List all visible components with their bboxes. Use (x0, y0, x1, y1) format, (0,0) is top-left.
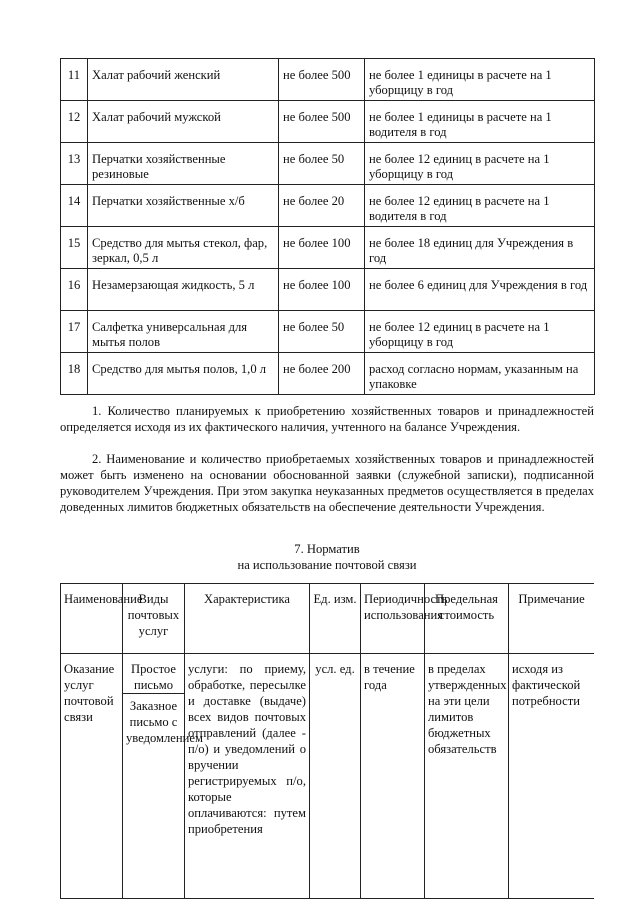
item-name: Средство для мытья стекол, фар, зеркал, 0,5 л (88, 227, 279, 269)
item-name: Халат рабочий женский (88, 59, 279, 101)
header-kinds: Виды почтовых услуг (123, 584, 185, 654)
table-row (61, 59, 595, 101)
table-row (61, 101, 595, 143)
item-name: Средство для мытья полов, 1,0 л (88, 353, 279, 395)
header-max-cost: Предельная стоимость (425, 584, 509, 654)
item-number: 14 (61, 185, 88, 227)
item-norm: не более 12 единиц в расчете на 1 уборщицу в год (365, 143, 595, 185)
table-row (61, 353, 595, 395)
item-norm: не более 1 единицы в расчете на 1 водителя в год (365, 101, 595, 143)
table-header-row (61, 584, 595, 654)
cell-kind-registered-letter: Заказное письмо с уведомлением (123, 694, 185, 899)
item-number: 15 (61, 227, 88, 269)
table-row (61, 311, 595, 353)
item-number: 13 (61, 143, 88, 185)
postal-table-container (60, 583, 594, 905)
cell-kind-simple-letter: Простое письмо (123, 654, 185, 694)
header-name: Наименование (61, 584, 123, 654)
item-limit: не более 50 (279, 143, 365, 185)
cell-characteristic: услуги: по приему, обработке, пересылке и доставке (выдаче) всех видов почтовых отправлений (далее - п/о) и уведомлений о вручении регистрируемых п/о, которые оплачиваются: путем приобретения (185, 654, 310, 899)
note-paragraph-2: 2. Наименование и количество приобретаемых хозяйственных товаров и принадлежностей может быть изменено на основании обоснованной заявки (служебной записки), подписанной руководителем Учреждения. При этом закупка неуказанных предметов осуществляется в пределах доведенных лимитов бюджетных обязательств на обеспечение деятельности Учреждения. (60, 452, 594, 514)
item-limit: не более 200 (279, 353, 365, 395)
item-norm: не более 1 единицы в расчете на 1 уборщицу в год (365, 59, 595, 101)
header-note: Примечание (509, 584, 595, 654)
item-name: Халат рабочий мужской (88, 101, 279, 143)
cell-service-name: Оказание услуг почтовой связи (61, 654, 123, 899)
item-limit: не более 100 (279, 227, 365, 269)
item-norm: не более 6 единиц для Учреждения в год (365, 269, 595, 311)
table-row (61, 143, 595, 185)
header-period: Периодичность использования (361, 584, 425, 654)
item-number: 16 (61, 269, 88, 311)
table-row (61, 654, 595, 694)
item-number: 12 (61, 101, 88, 143)
header-characteristic: Характеристика (185, 584, 310, 654)
item-name: Незамерзающая жидкость, 5 л (88, 269, 279, 311)
table-row (61, 269, 595, 311)
table-row (61, 227, 595, 269)
item-norm: расход согласно нормам, указанным на упаковке (365, 353, 595, 395)
item-limit: не более 50 (279, 311, 365, 353)
item-norm: не более 18 единиц для Учреждения в год (365, 227, 595, 269)
postal-services-table (60, 583, 594, 899)
item-name: Салфетка универсальная для мытья полов (88, 311, 279, 353)
table-row (61, 185, 595, 227)
item-name: Перчатки хозяйственные резиновые (88, 143, 279, 185)
item-norm: не более 12 единиц в расчете на 1 уборщицу в год (365, 311, 595, 353)
household-items-table (60, 58, 595, 395)
item-number: 11 (61, 59, 88, 101)
cell-period: в течение года (361, 654, 425, 899)
cell-note: исходя из фактической потребности (509, 654, 595, 899)
item-limit: не более 100 (279, 269, 365, 311)
item-number: 17 (61, 311, 88, 353)
cell-unit: усл. ед. (310, 654, 361, 899)
item-limit: не более 500 (279, 59, 365, 101)
item-number: 18 (61, 353, 88, 395)
item-limit: не более 20 (279, 185, 365, 227)
item-norm: не более 12 единиц в расчете на 1 водителя в год (365, 185, 595, 227)
cell-max-cost: в пределах утвержденных на эти цели лимитов бюджетных обязательств (425, 654, 509, 899)
section-subtitle: на использование почтовой связи (237, 558, 417, 572)
header-unit: Ед. изм. (310, 584, 361, 654)
note-paragraph-1: 1. Количество планируемых к приобретению хозяйственных товаров и принадлежностей определяется исходя из их фактического наличия, учтенного на балансе Учреждения. (60, 404, 594, 434)
item-name: Перчатки хозяйственные х/б (88, 185, 279, 227)
section-title: 7. Норматив (294, 542, 360, 556)
item-limit: не более 500 (279, 101, 365, 143)
